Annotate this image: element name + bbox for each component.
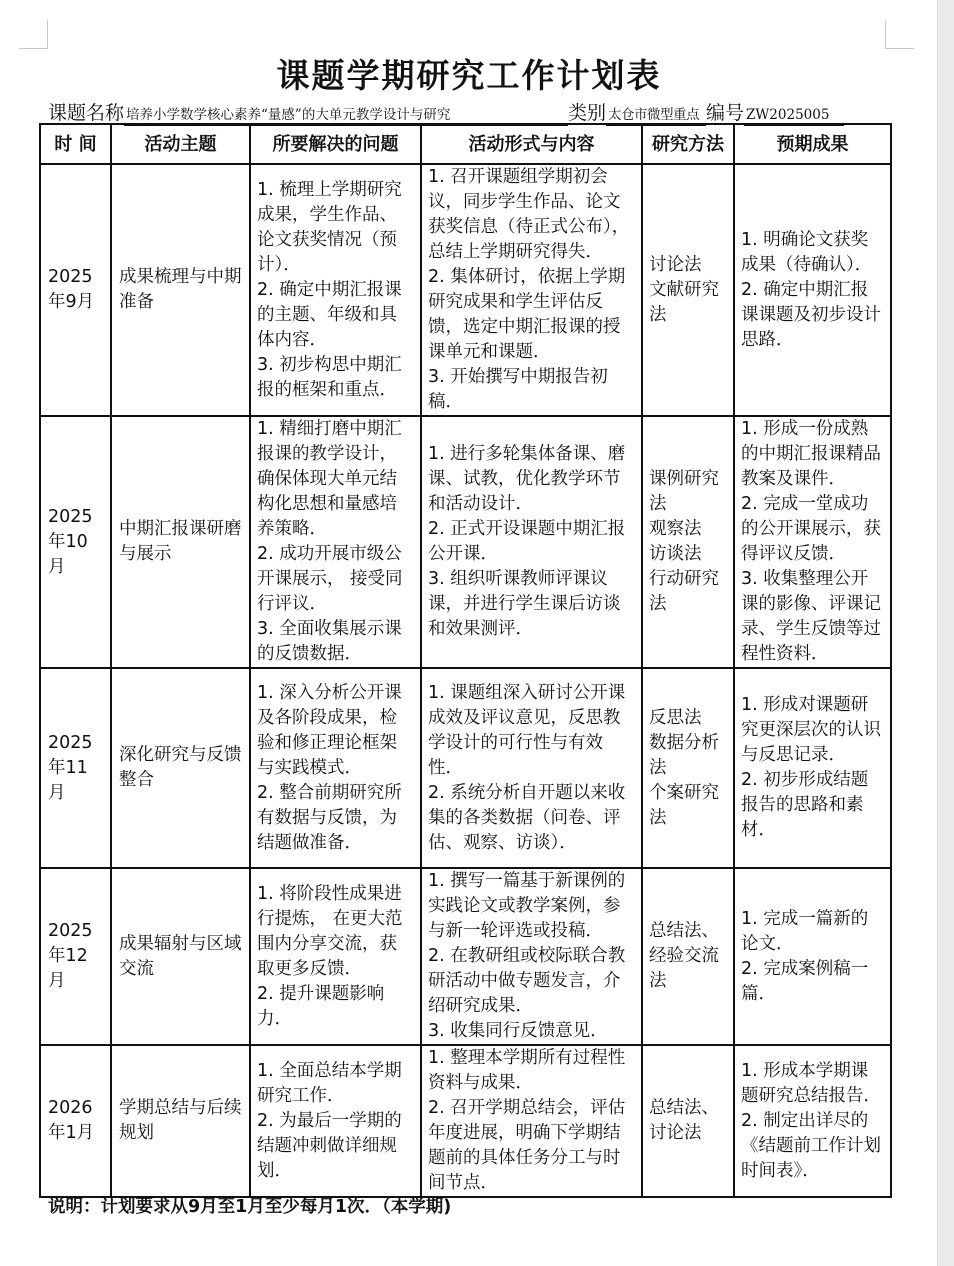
header-activities: 活动形式与内容 [421,124,642,164]
cell-problems-item: 1. 全面总结本学期研究工作． [257,1060,402,1106]
cell-problems [250,416,421,668]
header-methods: 研究方法 [642,124,734,164]
cell-problems [250,868,421,1045]
cell-activities-item: 3. 开始撰写中期报告初稿． [428,367,608,412]
cell-theme: 中期汇报课研磨与展示 [111,416,250,668]
cell-outcomes-item: 1. 形成对课题研究更深层次的认识与反思记录． [741,695,881,765]
category-label: 类别 [568,102,607,124]
cell-theme: 学期总结与后续规划 [111,1045,250,1197]
table-row [40,868,891,1045]
project-name-value: 培养小学数学核心素养“量感”的大单元教学设计与研究 [124,105,568,126]
footnote: 说明：计划要求从9月至1月至少每月1次．（本学期) [48,1197,452,1217]
cell-outcomes-item: 2. 完成案例稿一篇． [741,958,869,1004]
plan-table [39,123,892,1198]
cell-methods [642,868,734,1045]
cell-problems-item: 1. 将阶段性成果进行提炼， 在更大范围内分享交流，获取更多反馈． [257,883,403,979]
cell-outcomes-item: 2. 确定中期汇报课课题及初步设计思路． [741,279,881,350]
cell-methods-item: 访谈法 [649,544,702,564]
table-row [40,1045,891,1197]
cell-activities-item: 1. 整理本学期所有过程性资料与成果． [428,1048,626,1093]
header-time: 时 间 [40,124,111,164]
cell-problems [250,1045,421,1197]
cell-methods-item: 个案研究法 [649,782,719,828]
cell-methods-item: 课例研究法 [649,469,719,514]
table-header-row [40,124,891,164]
cell-activities [421,164,642,416]
cell-methods [642,1045,734,1197]
cell-methods-item: 文献研究法 [649,279,719,325]
cell-problems-item: 3. 全面收集展示课的反馈数据． [257,619,402,664]
cell-activities-item: 2. 正式开设课题中期汇报公开课． [428,519,626,564]
cell-methods [642,668,734,868]
cell-outcomes [734,868,891,1045]
cell-activities-item: 3. 收集同行反馈意见． [428,1021,608,1041]
code-label: 编号 [706,102,745,124]
cell-problems-item: 2. 成功开展市级公开课展示， 接受同行评议． [257,544,403,614]
cell-activities-item: 1. 撰写一篇基于新课例的实践论文或教学案例，参与新一轮评选或投稿． [428,871,626,941]
cell-activities-item: 2. 集体研讨，依据上学期研究成果和学生评估反馈，选定中期汇报课的授课单元和课题． [428,267,626,362]
cell-time: 2026年1月 [40,1045,111,1197]
cell-theme: 成果辐射与区域交流 [111,868,250,1045]
cell-outcomes-item: 2. 制定出详尽的《结题前工作计划时间表》． [741,1110,881,1181]
cell-time: 2025年9月 [40,164,111,416]
cell-methods-item: 行动研究法 [649,569,719,614]
project-name-label: 课题名称 [48,102,125,124]
cell-outcomes [734,668,891,868]
cell-activities-item: 2. 系统分析自开题以来收集的各类数据（问卷、评估、观察、访谈）． [428,782,626,853]
cell-theme: 深化研究与反馈整合 [111,668,250,868]
cell-problems-item: 2. 整合前期研究所有数据与反馈，为结题做准备． [257,782,402,853]
cell-problems [250,164,421,416]
cell-problems-item: 1. 精细打磨中期汇报课的教学设计，确保体现大单元结构化思想和量感培养策略． [257,419,402,539]
cell-problems-item: 1. 深入分析公开课及各阶段成果，检验和修正理论框架与实践模式． [257,682,402,778]
page-corner-mark-top-left [19,20,48,49]
cell-methods-item: 经验交流法 [649,946,719,991]
cell-time: 2025年12月 [40,868,111,1045]
cell-methods-item: 数据分析法 [649,732,719,778]
cell-theme: 成果梳理与中期准备 [111,164,250,416]
cell-methods-item: 总结法、 [649,921,719,941]
cell-activities-item: 1. 课题组深入研讨公开课成效及评议意见，反思教学设计的可行性与有效性． [428,682,626,778]
cell-problems-item: 2. 提升课题影响力． [257,983,385,1029]
cell-methods-item: 反思法 [649,707,702,728]
cell-outcomes [734,164,891,416]
cell-outcomes [734,1045,891,1197]
cell-methods [642,164,734,416]
cell-outcomes-item: 2. 完成一堂成功的公开课展示，获得评议反馈． [741,494,881,564]
cell-outcomes-item: 1. 形成本学期课题研究总结报告． [741,1060,881,1106]
table-row [40,164,891,416]
header-theme: 活动主题 [111,124,250,164]
cell-activities [421,868,642,1045]
cell-methods-item: 观察法 [649,519,702,539]
window-scrollbar[interactable] [937,0,954,1266]
cell-outcomes-item: 1. 形成一份成熟的中期汇报课精品教案及课件． [741,419,881,489]
cell-methods-item: 讨论法 [649,1123,702,1143]
page-corner-mark-top-right [885,20,914,49]
table-row [40,416,891,668]
cell-outcomes [734,416,891,668]
cell-activities-item: 3. 组织听课教师评课议课，并进行学生课后访谈和效果测评． [428,569,621,639]
cell-outcomes-item: 1. 完成一篇新的论文． [741,908,869,954]
project-info-line [48,98,888,122]
cell-time: 2025年10月 [40,416,111,668]
cell-time: 2025年11月 [40,668,111,868]
cell-activities [421,416,642,668]
cell-activities [421,668,642,868]
cell-problems-item: 2. 为最后一学期的结题冲刺做详细规划． [257,1110,402,1181]
cell-activities-item: 2. 在教研组或校际联合教研活动中做专题发言，介绍研究成果． [428,946,626,1016]
cell-outcomes-item: 1. 明确论文获奖成果（待确认）． [741,229,873,275]
cell-outcomes-item: 3. 收集整理公开课的影像、评课记录、学生反馈等过程性资料． [741,569,881,664]
cell-activities-item: 1. 进行多轮集体备课、磨课、试教，优化教学环节和活动设计． [428,444,626,514]
cell-methods-item: 总结法、 [649,1098,719,1118]
cell-activities-item: 1. 召开课题组学期初会议，同步学生作品、论文获奖信息（待正式公布），总结上学期研究得失． [428,167,630,262]
cell-activities [421,1045,642,1197]
document-title: 课题学期研究工作计划表 [276,56,662,95]
cell-methods [642,416,734,668]
header-problems: 所要解决的问题 [250,124,421,164]
code-value: ZW2025005 [744,105,844,126]
cell-outcomes-item: 2. 初步形成结题报告的思路和素材． [741,770,869,840]
cell-methods-item: 讨论法 [649,254,702,275]
cell-problems-item: 1. 梳理上学期研究成果，学生作品、论文获奖情况（预计）． [257,179,402,275]
cell-problems [250,668,421,868]
cell-problems-item: 2. 确定中期汇报课的主题、年级和具体内容． [257,279,402,350]
header-outcomes: 预期成果 [734,124,891,164]
category-value: 太仓市微型重点 [606,105,706,126]
table-row [40,668,891,868]
cell-problems-item: 3. 初步构思中期汇报的框架和重点． [257,354,402,400]
cell-activities-item: 2. 召开学期总结会，评估年度进展，明确下学期结题前的具体任务分工与时间节点． [428,1098,626,1193]
